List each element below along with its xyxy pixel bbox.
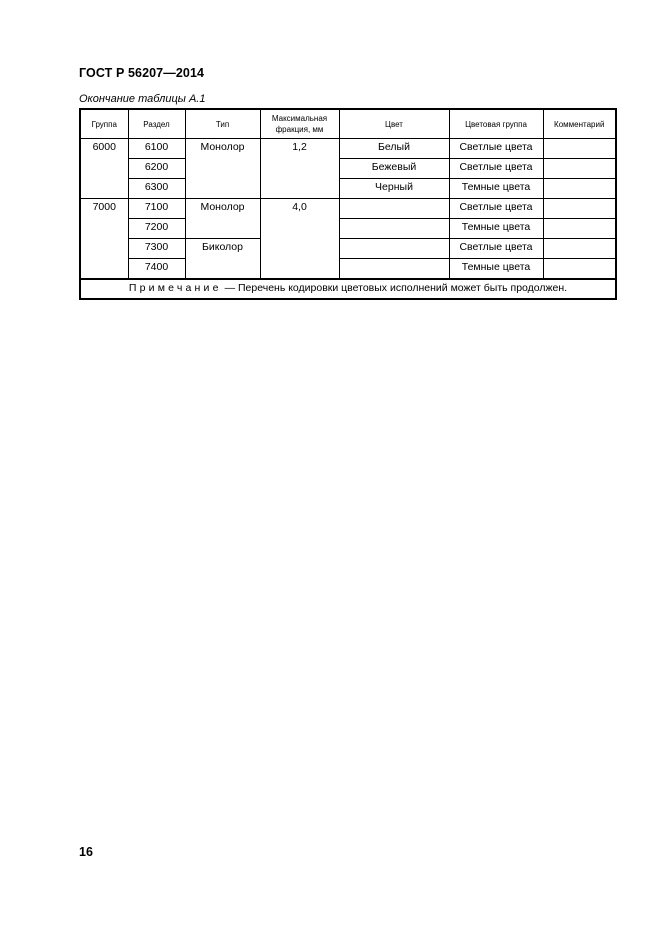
- cell-color: Черный: [339, 179, 449, 199]
- cell-fraction: 4,0: [260, 199, 339, 280]
- note-text: — Перечень кодировки цветовых исполнений может быть продолжен.: [224, 282, 568, 294]
- cell-color: [339, 239, 449, 259]
- cell-color: [339, 199, 449, 219]
- cell-color-group: Светлые цвета: [449, 139, 543, 159]
- cell-comment: [543, 239, 616, 259]
- cell-type: Монолор: [185, 199, 260, 239]
- cell-comment: [543, 179, 616, 199]
- cell-comment: [543, 259, 616, 280]
- note-label: Примечание: [128, 282, 222, 294]
- column-header-section: Раздел: [128, 109, 185, 139]
- document-code: ГОСТ Р 56207—2014: [79, 66, 205, 80]
- cell-section: 7400: [128, 259, 185, 280]
- cell-color-group: Темные цвета: [449, 219, 543, 239]
- cell-color: Бежевый: [339, 159, 449, 179]
- table-row: [80, 239, 616, 259]
- table-note-row: [80, 279, 616, 299]
- cell-comment: [543, 219, 616, 239]
- table-row: [80, 179, 616, 199]
- table-caption: Окончание таблицы А.1: [79, 93, 206, 105]
- column-header-comment: Комментарий: [543, 109, 616, 139]
- cell-comment: [543, 159, 616, 179]
- table-header-row: [80, 109, 616, 139]
- table-note: [80, 279, 616, 299]
- column-header-group: Группа: [80, 109, 128, 139]
- cell-group: 6000: [80, 139, 128, 199]
- column-header-max-fraction: Максимальная фракция, мм: [260, 109, 339, 139]
- cell-fraction: 1,2: [260, 139, 339, 199]
- cell-color-group: Темные цвета: [449, 259, 543, 280]
- cell-type: Биколор: [185, 239, 260, 280]
- column-header-type: Тип: [185, 109, 260, 139]
- table-row: [80, 199, 616, 219]
- cell-color-group: Светлые цвета: [449, 239, 543, 259]
- cell-comment: [543, 139, 616, 159]
- cell-color: [339, 259, 449, 280]
- cell-section: 6200: [128, 159, 185, 179]
- table-row: [80, 219, 616, 239]
- cell-section: 7100: [128, 199, 185, 219]
- cell-color-group: Темные цвета: [449, 179, 543, 199]
- cell-color: Белый: [339, 139, 449, 159]
- color-code-table: [79, 108, 617, 300]
- cell-comment: [543, 199, 616, 219]
- column-header-color-group: Цветовая группа: [449, 109, 543, 139]
- cell-type: Монолор: [185, 139, 260, 199]
- cell-color-group: Светлые цвета: [449, 199, 543, 219]
- table-row: [80, 159, 616, 179]
- column-header-color: Цвет: [339, 109, 449, 139]
- cell-color-group: Светлые цвета: [449, 159, 543, 179]
- cell-group: 7000: [80, 199, 128, 280]
- table-row: [80, 259, 616, 280]
- cell-section: 6100: [128, 139, 185, 159]
- cell-color: [339, 219, 449, 239]
- table-row: [80, 139, 616, 159]
- cell-section: 7200: [128, 219, 185, 239]
- cell-section: 7300: [128, 239, 185, 259]
- page-number: 16: [79, 845, 93, 859]
- cell-section: 6300: [128, 179, 185, 199]
